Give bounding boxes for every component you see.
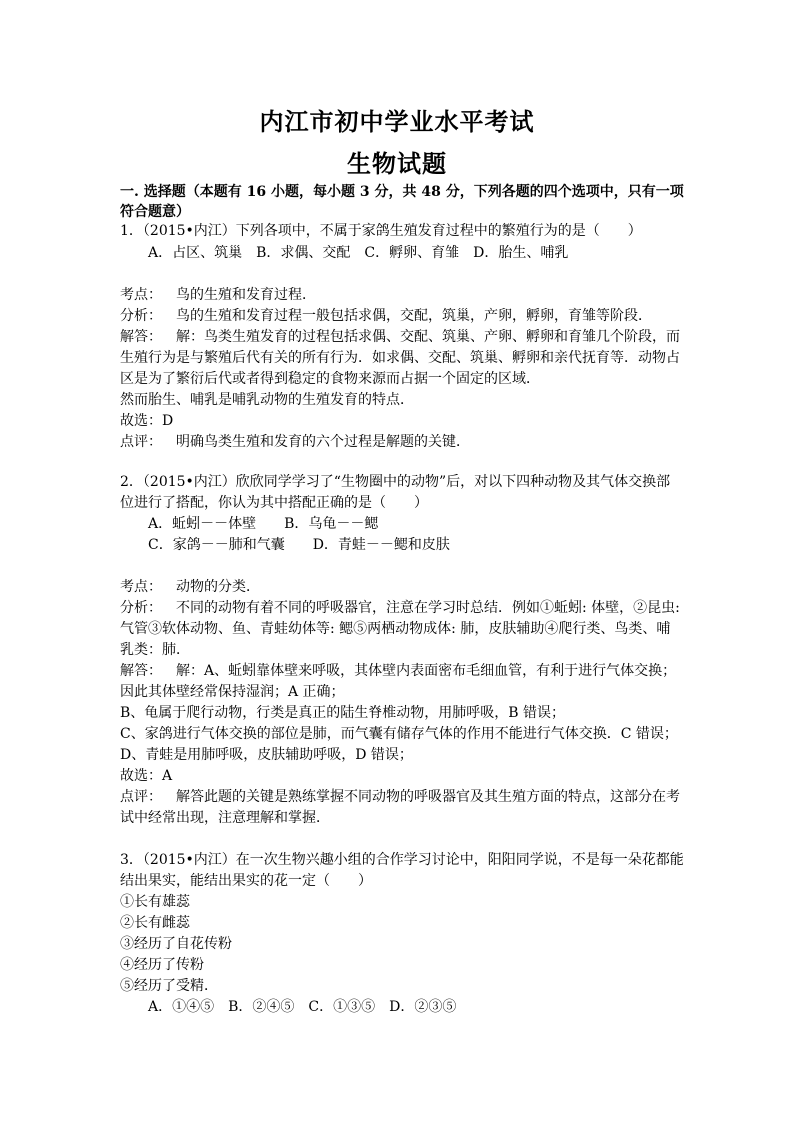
fenxi-label: 分析： bbox=[120, 308, 162, 324]
q2-dianping bbox=[120, 788, 680, 806]
q2-kaodian bbox=[120, 578, 260, 596]
exam-subtitle: 生物试题 bbox=[347, 149, 447, 178]
q1-jieda-cont: 然而胎生、哺乳是哺乳动物的生殖发育的特点． bbox=[120, 392, 414, 408]
q1-dianping bbox=[120, 433, 470, 451]
q2-jieda-cont: B、龟属于爬行动物，行类是真正的陆生脊椎动物，用肺呼吸，B 错误； bbox=[120, 705, 566, 721]
section-heading-cont: 符合题意） bbox=[120, 204, 190, 220]
q3-item: ⑤经历了受精． bbox=[120, 978, 218, 994]
jieda-label: 解答： bbox=[120, 663, 162, 679]
q2-jieda-cont: D、青蛙是用肺呼吸，皮肤辅助呼吸，D 错误； bbox=[120, 747, 413, 763]
jieda-text: 解：A、蚯蚓靠体壁来呼吸，其体壁内表面密布毛细血管，有利于进行气体交换； bbox=[176, 663, 677, 679]
kaodian-label: 考点： bbox=[120, 287, 162, 303]
jieda-text: 解：鸟类生殖发育的过程包括求偶、交配、筑巢、产卵、孵卵和育雏几个阶段，而 bbox=[176, 329, 680, 345]
q2-fenxi-cont: 气管③软体动物、鱼、青蛙幼体等: 鳃⑤两栖动物成体: 肺，皮肤辅助④爬行类、鸟类、哺 bbox=[120, 621, 671, 637]
q2-fenxi bbox=[120, 599, 680, 617]
jieda-label: 解答： bbox=[120, 329, 162, 345]
kaodian-label: 考点： bbox=[120, 579, 162, 595]
dianping-text: 解答此题的关键是熟练掌握不同动物的呼吸器官及其生殖方面的特点，这部分在考 bbox=[176, 789, 680, 805]
q2-stem: 2．（2015•内江）欣欣同学学习了“生物圈中的动物”后，对以下四种动物及其气体交换部 bbox=[120, 474, 671, 490]
q2-jieda-cont: C、家鸽进行气体交换的部位是肺，而气囊有储存气体的作用不能进行气体交换．C 错误； bbox=[120, 726, 678, 742]
q3-item: ③经历了自花传粉 bbox=[120, 936, 232, 952]
section-heading: 一. 选择题（本题有 16 小题，每小题 3 分，共 48 分，下列各题的四个选项中，只有一项 bbox=[120, 184, 684, 200]
dianping-label: 点评： bbox=[120, 789, 162, 805]
q2-stem-cont: 位进行了搭配，你认为其中搭配正确的是（ ） bbox=[120, 495, 428, 511]
q2-answer: 故选：A bbox=[120, 768, 173, 784]
kaodian-text: 动物的分类． bbox=[176, 579, 260, 595]
q2-options: C．家鸽－－肺和气囊 D．青蛙－－鳃和皮肤 bbox=[148, 537, 450, 553]
q1-jieda bbox=[120, 328, 680, 346]
fenxi-text: 不同的动物有着不同的呼吸器官，注意在学习时总结．例如①蚯蚓: 体壁，②昆虫: bbox=[176, 600, 680, 616]
q1-jieda-cont: 区是为了繁衍后代或者得到稳定的食物来源而占据一个固定的区域． bbox=[120, 371, 540, 387]
kaodian-text: 鸟的生殖和发育过程． bbox=[176, 287, 316, 303]
q2-jieda bbox=[120, 662, 676, 680]
q1-stem: 1．（2015•内江）下列各项中，不属于家鸽生殖发育过程中的繁殖行为的是（ ） bbox=[120, 223, 642, 239]
exam-title: 内江市初中学业水平考试 bbox=[259, 107, 535, 136]
q1-jieda-cont: 生殖行为是与繁殖后代有关的所有行为．如求偶、交配、筑巢、孵卵和亲代抚育等．动物占 bbox=[120, 350, 680, 366]
q3-stem: 3．（2015•内江）在一次生物兴趣小组的合作学习讨论中，阳阳同学说，不是每一朵花都能 bbox=[120, 852, 684, 868]
fenxi-text: 鸟的生殖和发育过程一般包括求偶，交配，筑巢，产卵，孵卵，育雏等阶段． bbox=[176, 308, 652, 324]
q2-dianping-cont: 试中经常出现，注意理解和掌握． bbox=[120, 810, 330, 826]
q1-kaodian bbox=[120, 286, 316, 304]
fenxi-label: 分析： bbox=[120, 600, 162, 616]
q3-stem-cont: 结出果实，能结出果实的花一定（ ） bbox=[120, 873, 372, 889]
dianping-label: 点评： bbox=[120, 434, 162, 450]
q3-item: ①长有雄蕊 bbox=[120, 894, 190, 910]
q3-item: ④经历了传粉 bbox=[120, 957, 204, 973]
q1-options: A．占区、筑巢 B．求偶、交配 C．孵卵、育雏 D．胎生、哺乳 bbox=[148, 245, 569, 261]
q1-answer: 故选：D bbox=[120, 413, 174, 429]
q2-options: A．蚯蚓－－体壁 B．乌龟－－鳃 bbox=[148, 516, 379, 532]
q1-fenxi bbox=[120, 307, 652, 325]
q2-fenxi-cont: 乳类：肺． bbox=[120, 642, 190, 658]
q3-item: ②长有雌蕊 bbox=[120, 915, 190, 931]
q3-options: A．①④⑤ B．②④⑤ C．①③⑤ D．②③⑤ bbox=[148, 999, 457, 1015]
q2-jieda-cont: 因此其体壁经常保持湿润；A 正确； bbox=[120, 684, 345, 700]
dianping-text: 明确鸟类生殖和发育的六个过程是解题的关键． bbox=[176, 434, 470, 450]
